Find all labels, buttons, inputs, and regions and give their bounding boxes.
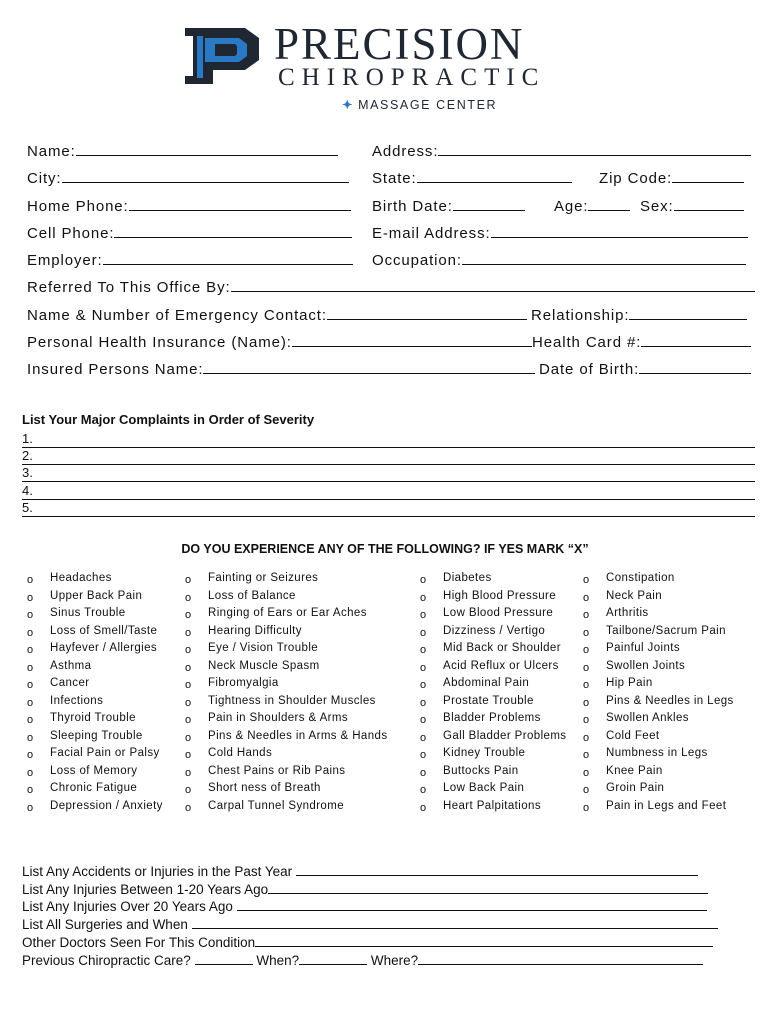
symptom-label: Sleeping Trouble [50,729,143,742]
symptom-item[interactable] [27,623,177,641]
symptom-item[interactable] [583,763,763,781]
symptom-label: Heart Palpitations [443,799,541,812]
email-field[interactable] [491,223,748,238]
symptom-label: Cold Hands [208,747,273,759]
checkbox-bullet-icon[interactable]: o [583,766,590,779]
symptom-item[interactable] [27,798,177,816]
checkbox-bullet-icon[interactable]: o [583,626,590,639]
symptom-label: Loss of Balance [208,589,296,602]
birth-date-row [372,196,525,216]
checkbox-bullet-icon[interactable]: o [583,609,590,621]
insured-dob-label: Date of Birth: [539,361,640,378]
insured-name-label: Insured Persons Name: [27,361,204,378]
symptom-label: Kidney Trouble [443,747,526,759]
checkbox-bullet-icon[interactable]: o [27,679,34,691]
checkbox-bullet-icon[interactable]: o [420,801,427,814]
insurance-label: Personal Health Insurance (Name): [27,334,292,351]
home-phone-row [27,196,351,216]
symptom-item[interactable] [420,763,585,781]
symptom-item[interactable] [583,588,763,606]
checkbox-bullet-icon[interactable]: o [185,661,192,674]
complaint-line-1[interactable]: 1. [22,431,755,448]
surgeries-field[interactable] [192,914,718,929]
injuries-20-field[interactable] [237,896,707,911]
symptom-item[interactable] [420,658,585,676]
symptom-item[interactable] [420,745,585,763]
city-field[interactable] [62,168,349,183]
injuries-1-20-field[interactable] [268,879,708,894]
emergency-field[interactable] [327,305,527,320]
injuries-1-20-row [22,879,708,896]
brand-subtitle: CHIROPRACTIC [278,64,546,91]
checkbox-bullet-icon[interactable]: o [420,626,427,639]
symptom-item[interactable] [185,798,415,816]
symptom-item[interactable] [583,710,763,728]
symptom-label: Abdominal Pain [443,677,530,689]
sex-row [640,196,744,216]
where-label: Where? [370,953,419,968]
birth-date-label: Birth Date: [372,198,453,215]
checkbox-bullet-icon[interactable]: o [583,574,590,586]
employer-label: Employer: [27,252,103,269]
checkbox-bullet-icon[interactable]: o [185,644,192,656]
symptom-item[interactable] [420,588,585,606]
checkbox-bullet-icon[interactable]: o [185,696,192,709]
symptom-label: Thyroid Trouble [50,712,136,724]
other-doctors-label: Other Doctors Seen For This Condition [22,935,256,950]
symptom-item[interactable] [583,693,763,711]
symptom-label: Tightness in Shoulder Muscles [208,694,376,707]
checkbox-bullet-icon[interactable]: o [27,644,34,656]
checkbox-bullet-icon[interactable]: o [27,801,34,814]
checkbox-bullet-icon[interactable]: o [185,749,192,761]
symptom-item[interactable] [27,710,177,728]
checkbox-bullet-icon[interactable]: o [420,609,427,621]
symptom-item[interactable] [185,710,415,728]
checkbox-bullet-icon[interactable]: o [420,696,427,709]
symptom-label: Carpal Tunnel Syndrome [208,799,345,812]
symptom-item[interactable] [185,658,415,676]
employer-field[interactable] [103,250,353,265]
emergency-row [27,305,527,325]
checkbox-bullet-icon[interactable]: o [27,714,34,726]
checkbox-bullet-icon[interactable]: o [583,661,590,674]
checkbox-bullet-icon[interactable]: o [420,784,427,796]
symptom-item[interactable] [27,658,177,676]
symptom-label: Chronic Fatigue [50,782,138,794]
symptom-label: Asthma [50,659,92,672]
symptom-item[interactable] [583,623,763,641]
checkbox-bullet-icon[interactable]: o [583,731,590,744]
symptom-item[interactable] [583,605,763,623]
address-label: Address: [372,143,439,160]
checkbox-bullet-icon[interactable]: o [185,574,192,586]
checkbox-bullet-icon[interactable]: o [27,696,34,709]
email-row [372,223,748,243]
symptom-label: Gall Bladder Problems [443,729,567,742]
checkbox-bullet-icon[interactable]: o [185,591,192,604]
symptom-item[interactable] [420,640,585,658]
symptom-item[interactable] [27,640,177,658]
symptom-label: Tailbone/Sacrum Pain [606,624,726,637]
name-row [27,141,338,161]
symptom-label: Facial Pain or Palsy [50,747,160,759]
checkbox-bullet-icon[interactable]: o [185,679,192,691]
symptom-item[interactable] [420,675,585,693]
checkbox-bullet-icon[interactable]: o [27,609,34,621]
employer-row [27,250,353,270]
symptom-item[interactable] [185,728,415,746]
symptom-label: Diabetes [443,572,492,584]
symptom-item[interactable] [583,658,763,676]
symptom-label: Buttocks Pain [443,764,519,777]
insurance-field[interactable] [292,332,532,347]
symptom-item[interactable] [185,640,415,658]
surgeries-label: List All Surgeries and When [22,917,188,932]
state-row [372,168,572,188]
symptom-label: Neck Muscle Spasm [208,659,320,672]
symptom-item[interactable] [420,780,585,798]
previous-chiro-label: Previous Chiropractic Care? [22,953,191,968]
symptom-label: Knee Pain [606,764,663,777]
symptom-label: Infections [50,694,104,707]
symptom-label: Acid Reflux or Ulcers [443,659,559,672]
when-label: When? [256,953,300,968]
email-label: E-mail Address: [372,225,491,242]
zip-label: Zip Code: [599,170,673,187]
checkbox-bullet-icon[interactable]: o [420,731,427,744]
occupation-field[interactable] [462,250,746,265]
age-label: Age: [554,198,589,215]
accidents-field[interactable] [296,861,698,876]
complaint-line-4[interactable]: 4. [22,483,755,500]
age-row [554,196,630,216]
plus-icon: ✦ [342,98,355,112]
symptom-item[interactable] [185,675,415,693]
accidents-row [22,861,698,878]
checkbox-bullet-icon[interactable]: o [583,679,590,691]
symptom-item[interactable] [27,780,177,798]
symptom-item[interactable] [420,570,585,588]
occupation-row [372,250,746,270]
city-label: City: [27,170,62,187]
symptom-label: Dizziness / Vertigo [443,624,546,637]
checkbox-bullet-icon[interactable]: o [420,661,427,674]
checkbox-bullet-icon[interactable]: o [583,801,590,814]
symptom-item[interactable] [27,605,177,623]
symptom-column-1 [27,570,177,815]
other-doctors-field[interactable] [255,932,713,947]
emergency-label: Name & Number of Emergency Contact: [27,307,327,324]
sex-label: Sex: [640,198,674,215]
symptom-item[interactable] [27,763,177,781]
health-card-field[interactable] [641,332,751,347]
occupation-label: Occupation: [372,252,462,269]
symptom-label: Cold Feet [606,729,660,742]
referred-row [27,277,755,297]
referred-field[interactable] [231,277,755,292]
injuries-20-label: List Any Injuries Over 20 Years Ago [22,899,233,914]
symptom-item[interactable] [420,605,585,623]
checkbox-bullet-icon[interactable]: o [583,591,590,604]
relationship-field[interactable] [629,305,747,320]
symptom-item[interactable] [420,710,585,728]
symptom-item[interactable] [27,693,177,711]
checkbox-bullet-icon[interactable]: o [185,784,192,796]
cell-phone-label: Cell Phone: [27,225,115,242]
brand-name: PRECISION [274,19,525,69]
symptom-item[interactable] [185,693,415,711]
previous-chiro-field[interactable] [195,950,253,965]
symptom-label: Arthritis [606,607,649,619]
checkbox-bullet-icon[interactable]: o [27,591,34,604]
symptom-item[interactable] [185,570,415,588]
symptom-label: Short ness of Breath [208,782,321,794]
name-field[interactable] [76,141,338,156]
checkbox-bullet-icon[interactable]: o [27,731,34,744]
complaints-title: List Your Major Complaints in Order of Severity [22,412,315,427]
symptom-item[interactable] [185,745,415,763]
symptom-item[interactable] [420,728,585,746]
symptom-label: Eye / Vision Trouble [208,642,319,654]
symptom-item[interactable] [27,570,177,588]
cell-phone-row [27,223,352,243]
symptom-item[interactable] [185,623,415,641]
checkbox-bullet-icon[interactable]: o [420,644,427,656]
birth-date-field[interactable] [453,196,525,211]
symptom-label: Hayfever / Allergies [50,642,158,654]
checkbox-bullet-icon[interactable]: o [185,801,192,814]
symptom-label: Pins & Needles in Legs [606,694,734,707]
symptom-label: Groin Pain [606,782,665,794]
symptom-label: Headaches [50,572,112,584]
home-phone-field[interactable] [129,196,351,211]
symptom-item[interactable] [583,780,763,798]
referred-label: Referred To This Office By: [27,279,231,296]
symptom-item[interactable] [583,745,763,763]
checkbox-bullet-icon[interactable]: o [420,749,427,761]
symptom-column-3 [420,570,585,815]
name-label: Name: [27,143,76,160]
checkbox-bullet-icon[interactable]: o [185,714,192,726]
injuries-1-20-label: List Any Injuries Between 1-20 Years Ago [22,882,269,897]
checkbox-bullet-icon[interactable]: o [27,661,34,674]
symptom-item[interactable] [27,675,177,693]
symptom-item[interactable] [583,640,763,658]
symptom-label: Constipation [606,572,675,584]
symptom-label: Swollen Joints [606,659,686,672]
symptom-label: Pins & Needles in Arms & Hands [208,729,388,742]
relationship-label: Relationship: [531,307,630,324]
complaint-line-2[interactable]: 2. [22,448,755,465]
home-phone-label: Home Phone: [27,198,129,215]
symptom-label: Fibromyalgia [208,677,279,689]
symptom-item[interactable] [27,745,177,763]
checkbox-bullet-icon[interactable]: o [185,766,192,779]
checkbox-bullet-icon[interactable]: o [420,574,427,586]
symptom-column-2 [185,570,415,815]
sex-field[interactable] [674,196,744,211]
checkbox-bullet-icon[interactable]: o [420,714,427,726]
relationship-row [531,305,747,325]
checkbox-bullet-icon[interactable]: o [583,644,590,656]
surgeries-row [22,914,718,931]
symptom-item[interactable] [185,605,415,623]
symptom-label: Loss of Memory [50,764,138,777]
checkbox-bullet-icon[interactable]: o [27,749,34,761]
checkbox-bullet-icon[interactable]: o [27,574,34,586]
symptom-label: Painful Joints [606,642,680,654]
state-label: State: [372,170,417,187]
checkbox-bullet-icon[interactable]: o [27,784,34,796]
symptom-item[interactable] [185,780,415,798]
cell-phone-field[interactable] [114,223,352,238]
where-field[interactable] [418,950,703,965]
symptom-item[interactable] [420,623,585,641]
symptom-label: Bladder Problems [443,712,541,724]
symptom-label: Ringing of Ears or Ear Aches [208,607,367,619]
health-card-row [532,332,751,352]
symptom-label: Numbness in Legs [606,747,708,759]
symptom-label: Prostate Trouble [443,694,534,707]
symptom-item[interactable] [420,693,585,711]
symptom-label: Neck Pain [606,589,663,602]
accidents-label: List Any Accidents or Injuries in the Past Year [22,864,293,879]
symptom-label: High Blood Pressure [443,589,557,602]
symptom-label: Swollen Ankles [606,712,689,724]
health-card-label: Health Card #: [532,334,642,351]
brand-tagline-text: MASSAGE CENTER [358,98,498,112]
symptom-item[interactable] [583,570,763,588]
checkbox-bullet-icon[interactable]: o [420,766,427,779]
symptom-item[interactable] [27,588,177,606]
checkbox-bullet-icon[interactable]: o [420,591,427,604]
checkbox-bullet-icon[interactable]: o [583,784,590,796]
symptom-item[interactable] [185,588,415,606]
other-doctors-row [22,932,713,949]
insured-dob-row [539,359,751,379]
complaint-line-3[interactable]: 3. [22,465,755,482]
state-field[interactable] [417,168,572,183]
symptom-label: Hip Pain [606,677,653,689]
symptom-item[interactable] [27,728,177,746]
symptom-item[interactable] [583,675,763,693]
checkbox-bullet-icon[interactable]: o [583,714,590,726]
symptom-label: Low Blood Pressure [443,607,554,619]
zip-row [599,168,744,188]
symptom-column-4 [583,570,763,815]
insurance-row [27,332,532,352]
complaint-line-5[interactable]: 5. [22,500,755,517]
symptom-label: Loss of Smell/Taste [50,624,158,637]
symptom-item[interactable] [185,763,415,781]
injuries-20-row [22,896,707,913]
symptom-item[interactable] [583,798,763,816]
checkbox-bullet-icon[interactable]: o [583,696,590,709]
symptom-label: Chest Pains or Rib Pains [208,764,346,777]
checkbox-bullet-icon[interactable]: o [185,626,192,639]
symptom-label: Sinus Trouble [50,607,126,619]
symptom-label: Fainting or Seizures [208,572,319,584]
checkbox-bullet-icon[interactable]: o [583,749,590,761]
symptom-label: Upper Back Pain [50,589,143,602]
symptom-item[interactable] [420,798,585,816]
address-field[interactable] [438,141,751,156]
insured-name-field[interactable] [203,359,535,374]
symptom-label: Depression / Anxiety [50,799,163,812]
symptom-label: Hearing Difficulty [208,624,302,637]
precision-logo-mark [183,26,261,86]
address-row [372,141,751,161]
brand-tagline [342,97,497,112]
symptoms-title: DO YOU EXPERIENCE ANY OF THE FOLLOWING? IF YES MARK “X” [181,542,589,556]
symptom-label: Low Back Pain [443,782,525,794]
symptom-item[interactable] [583,728,763,746]
checkbox-bullet-icon[interactable]: o [27,766,34,779]
symptom-label: Cancer [50,677,90,689]
city-row [27,168,349,188]
previous-chiro-row [22,950,703,967]
age-field[interactable] [588,196,630,211]
checkbox-bullet-icon[interactable]: o [185,609,192,621]
insured-dob-field[interactable] [639,359,751,374]
checkbox-bullet-icon[interactable]: o [27,626,34,639]
checkbox-bullet-icon[interactable]: o [185,731,192,744]
symptom-label: Pain in Shoulders & Arms [208,712,348,724]
checkbox-bullet-icon[interactable]: o [420,679,427,691]
symptom-label: Pain in Legs and Feet [606,799,727,812]
zip-field[interactable] [672,168,744,183]
when-field[interactable] [299,950,367,965]
symptom-label: Mid Back or Shoulder [443,642,561,654]
insured-name-row [27,359,535,379]
